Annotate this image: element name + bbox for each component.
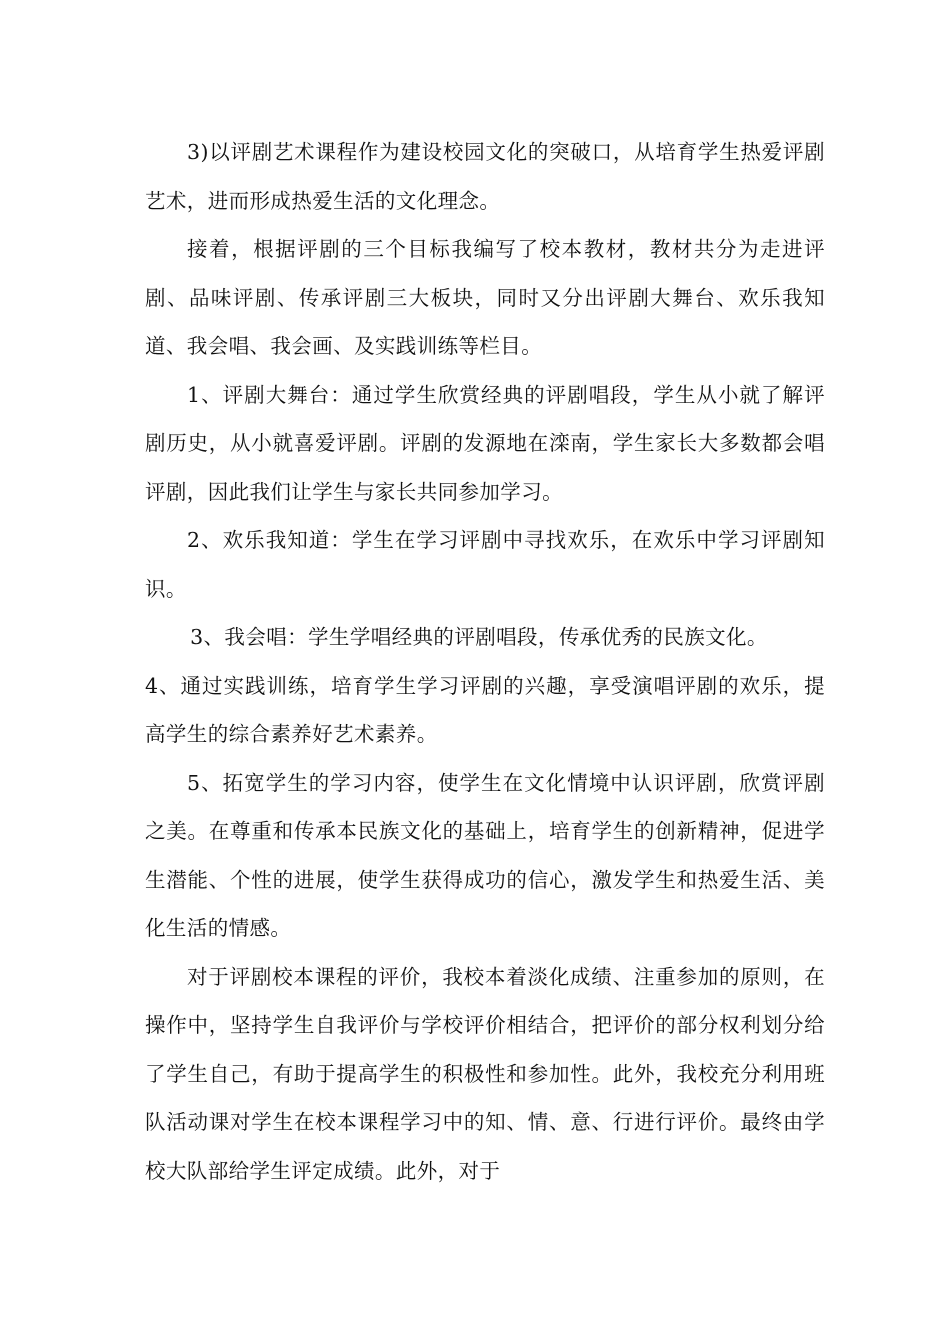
paragraph-broaden-learning: 5、拓宽学生的学习内容，使学生在文化情境中认识评剧，欣赏评剧之美。在尊重和传承本民族文化的基础上，培育学生的创新精神，促进学生潜能、个性的进展，使学生获得成功的信心，激发学生和热爱生活、美化生活的情感。: [145, 770, 825, 940]
document-body: [145, 128, 825, 1195]
paragraph-goal-3: 3)以评剧艺术课程作为建设校园文化的突破口，从培育学生热爱评剧艺术，进而形成热爱生活的文化理念。: [145, 140, 825, 213]
paragraph-practice-training: 4、通过实践训练，培育学生学习评剧的兴趣，享受演唱评剧的欢乐，提高学生的综合素养好艺术素养。: [145, 673, 825, 746]
paragraph-i-can-sing: 3、我会唱：学生学唱经典的评剧唱段，传承优秀的民族文化。: [190, 625, 768, 649]
paragraph-textbook: 接着，根据评剧的三个目标我编写了校本教材，教材共分为走进评剧、品味评剧、传承评剧三大板块，同时又分出评剧大舞台、欢乐我知道、我会唱、我会画、及实践训练等栏目。: [145, 237, 825, 358]
paragraph-evaluation: 对于评剧校本课程的评价，我校本着淡化成绩、注重参加的原则，在操作中，坚持学生自我评价与学校评价相结合，把评价的部分权利划分给了学生自己，有助于提高学生的积极性和参加性。此外，我校充分利用班队活动课对学生在校本课程学习中的知、情、意、行进行评价。最终由学校大队部给学生评定成绩。此外，对于: [145, 964, 825, 1183]
paragraph-big-stage: 1、评剧大舞台：通过学生欣赏经典的评剧唱段，学生从小就了解评剧历史，从小就喜爱评剧。评剧的发源地在滦南，学生家长大多数都会唱评剧，因此我们让学生与家长共同参加学习。: [145, 382, 825, 504]
paragraph-joy-know: 2、欢乐我知道：学生在学习评剧中寻找欢乐，在欢乐中学习评剧知识。: [145, 528, 825, 601]
